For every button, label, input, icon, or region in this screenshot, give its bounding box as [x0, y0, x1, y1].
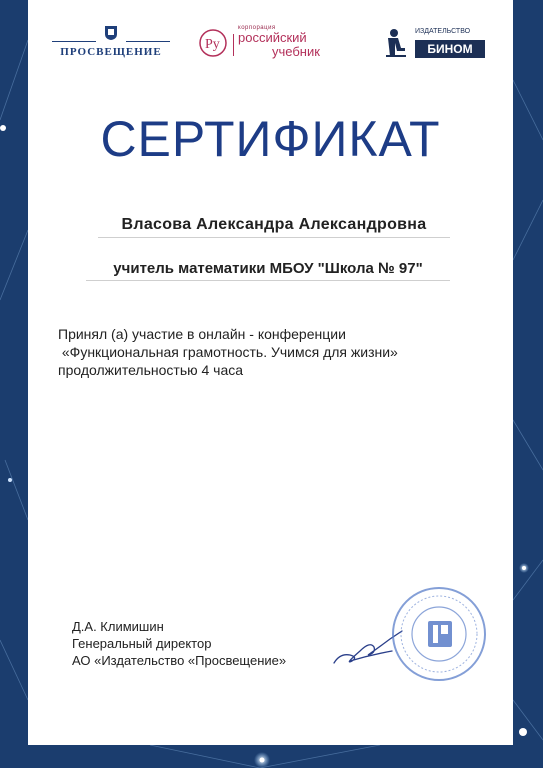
binom-figure-icon — [383, 28, 409, 58]
ru-wordmark-line2: учебник — [272, 44, 320, 59]
glow-dot — [260, 758, 265, 763]
signer-name: Д.А. Климишин — [72, 619, 164, 634]
recipient-name: Власова Александра Александровна — [98, 216, 450, 238]
certificate-paper — [28, 0, 513, 745]
logo-bar — [28, 22, 513, 70]
official-stamp — [390, 585, 488, 683]
russian-textbook-logo — [198, 24, 348, 64]
body-line: продолжительностью 4 часа — [58, 362, 244, 378]
signer-title: Генеральный директор — [72, 636, 212, 651]
glow-dot — [8, 478, 12, 482]
prosveshchenie-emblem-icon — [103, 25, 119, 41]
signer-block — [72, 618, 286, 669]
logo-divider — [233, 34, 234, 56]
binom-wordmark: БИНОМ — [415, 40, 485, 58]
ru-wordmark-line1: российский — [238, 30, 307, 45]
binom-logo — [383, 24, 493, 64]
prosveshchenie-wordmark: ПРОСВЕЩЕНИЕ — [60, 46, 162, 58]
svg-text:Ру: Ру — [205, 37, 220, 52]
certificate-body — [58, 325, 488, 379]
logo-divider — [52, 41, 96, 42]
signer-organization: АО «Издательство «Просвещение» — [72, 653, 287, 668]
body-line: Принял (а) участие в онлайн - конференции — [58, 326, 346, 342]
glow-dot — [519, 728, 527, 736]
ru-circle-icon — [198, 28, 228, 58]
glow-dot — [522, 566, 526, 570]
prosveshchenie-logo — [52, 22, 172, 62]
glow-dot — [0, 125, 6, 131]
binom-publisher-label: ИЗДАТЕЛЬСТВО — [415, 28, 471, 35]
body-line: «Функциональная грамотность. Учимся для жизни» — [58, 344, 398, 360]
certificate-title: СЕРТИФИКАТ — [100, 111, 441, 167]
recipient-position: учитель математики МБОУ "Школа № 97" — [86, 260, 450, 281]
ru-small-label: корпорация — [238, 25, 276, 31]
logo-divider — [126, 41, 170, 42]
